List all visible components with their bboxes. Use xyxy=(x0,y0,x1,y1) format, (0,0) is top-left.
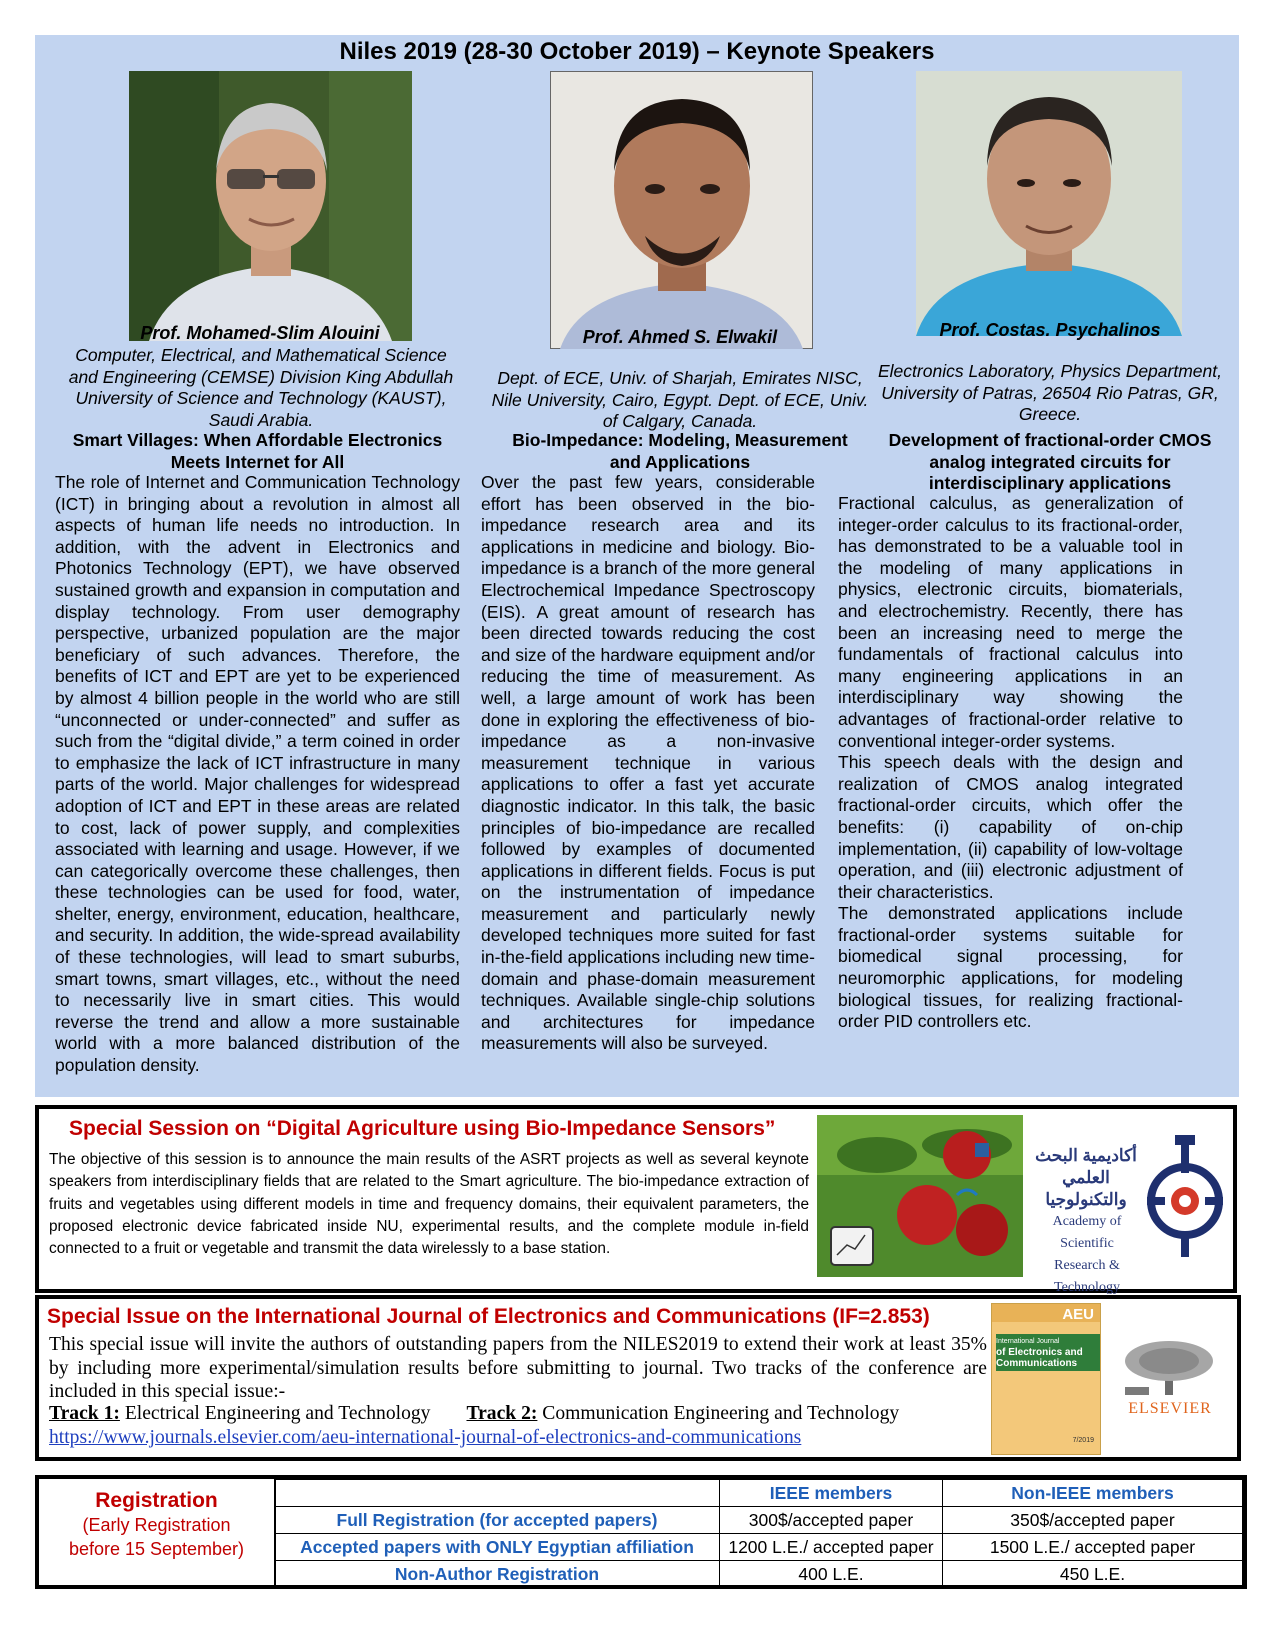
speaker-2-talk-wrap xyxy=(505,430,855,473)
asrt-logo-english-1: Academy of Scientific xyxy=(1052,1214,1122,1251)
special-session-box xyxy=(35,1105,1237,1293)
registration-label-cell xyxy=(39,1479,276,1585)
speaker-2-name: Prof. Ahmed S. Elwakil xyxy=(582,327,778,347)
ieee-fee: 400 L.E. xyxy=(720,1561,943,1588)
non-ieee-fee: 1500 L.E./ accepted paper xyxy=(943,1534,1243,1561)
speaker-3-name-wrap xyxy=(845,320,1255,341)
speaker-3-name: Prof. Costas. Psychalinos xyxy=(939,320,1161,340)
table-row xyxy=(275,1507,1243,1534)
speaker-1-abstract: The role of Internet and Communication Technology (ICT) in bringing about a revolution in almost all aspects of human life needs no introduction. In addition, with the advent in Electronics and Photonics Technology (EPT), we have observed sustained growth and expansion in computation and display technology. From user demography perspective, urbanized population are the major beneficiary of such advances. Therefore, the benefits of ICT and EPT are yet to be experienced by almost 4 billion people in the world who are still “unconnected or under-connected” and suffer as such from the “digital divide,” a term coined in order to emphasize the lack of ICT infrastructure in many parts of the world. Major challenges for widespread adoption of ICT and EPT in these areas are related to cost, lack of power supply, and complexities associated with learning and usage. However, if we can categorically overcome these challenges, then these technologies can be used for food, water, shelter, energy, environment, education, healthcare, and security. In addition, the wide-spread availability of these technologies, will lead to smart suburbs, smart towns, smart villages, etc., without the need to necessarily live in smart cities. This would reverse the trend and allow a more sustainable world with a more balanced distribution of the population density. xyxy=(55,472,460,1076)
journal-cover-line2: of Electronics and xyxy=(996,1347,1083,1358)
speaker-2-abstract: Over the past few years, considerable effort has been observed in the bio-impedance research area and its applications in medicine and biology. Bio-impedance is a branch of the more general Electrochemical Impedance Spectroscopy (EIS). A great amount of research has been directed towards reducing the cost and size of the hardware equipment and/or reducing the time of measurement. As well, a large amount of work has been done in exploring the effectiveness of bio-impedance as a non-invasive measurement technique in various applications to offer a fast yet accurate diagnostic indicator. In this talk, the basic principles of bio-impedance are recalled followed by examples of documented applications in different fields. Focus is put on the instrumentation of impedance measurement and particularly newly developed techniques more suited for fast in-the-field applications including new time-domain and phase-domain measurement techniques. Available single-chip solutions and architectures for impedance measurements will also be surveyed. xyxy=(481,472,815,1054)
non-ieee-fee: 350$/accepted paper xyxy=(943,1507,1243,1534)
speaker-1-talk-wrap xyxy=(55,430,460,473)
track-2-text: Communication Engineering and Technology xyxy=(537,1403,900,1424)
asrt-logo-english xyxy=(1027,1211,1147,1299)
registration-title: Registration xyxy=(95,1489,218,1512)
speaker-3-talk-wrap xyxy=(875,430,1225,495)
ieee-fee: 1200 L.E./ accepted paper xyxy=(720,1534,943,1561)
page-title: Niles 2019 (28-30 October 2019) – Keynote Speakers xyxy=(339,38,935,65)
speaker-2-photo xyxy=(550,71,813,349)
journal-cover-line1: International Journal xyxy=(996,1338,1060,1345)
speaker-1-talk-title: Smart Villages: When Affordable Electronics Meets Internet for All xyxy=(72,430,443,472)
header-cell-ieee: IEEE members xyxy=(720,1480,943,1507)
keynote-panel xyxy=(35,35,1239,1097)
special-session-heading: Special Session on “Digital Agriculture using Bio-Impedance Sensors” xyxy=(69,1117,776,1140)
header-cell xyxy=(275,1480,720,1507)
speaker-3-affiliation: Electronics Laboratory, Physics Department, University of Patras, 26504 Rio Patras, GR, Greece. xyxy=(878,361,1222,424)
speaker-3-abstract-1: Fractional calculus, as generalization of integer-order calculus to its fractional-order, has demonstrated to be a valuable tool in the modeling of many applications in physics, electronic circuits, biomaterials, and electrochemistry. Recently, there has been an increasing need to merge the fundamentals of fractional calculus into many engineering applications in an interdisciplinary way showing the advantages of fractional-order relative to conventional integer-order systems. xyxy=(838,493,1183,751)
special-issue-box xyxy=(35,1295,1241,1461)
speaker-1-photo xyxy=(129,71,412,341)
speaker-3-abstract-2: This speech deals with the design and realization of CMOS analog integrated fractional-order circuits, which offer the benefits: (i) capability of on-chip implementation, (ii) capability of low-voltage operation, and (iii) electronic adjustment of their characteristics. xyxy=(838,752,1183,902)
special-issue-tracks xyxy=(49,1403,899,1425)
journal-cover xyxy=(991,1303,1101,1455)
asrt-logo xyxy=(1027,1115,1227,1295)
speaker-3-photo xyxy=(916,71,1182,336)
journal-cover-line3: Communications xyxy=(996,1358,1078,1369)
registration-table xyxy=(35,1475,1247,1589)
table-header-row xyxy=(275,1480,1243,1507)
speaker-1-abstract-wrap xyxy=(55,472,460,1077)
table-row xyxy=(275,1561,1243,1588)
row-label: Accepted papers with ONLY Egyptian affiliation xyxy=(275,1534,720,1561)
apple-sensor-image xyxy=(817,1115,1023,1277)
asrt-logo-arabic: أكاديمية البحث العلمي والتكنولوجيا xyxy=(1035,1146,1137,1209)
speaker-3-affiliation-wrap xyxy=(865,361,1235,426)
speaker-2-name-wrap xyxy=(475,327,885,348)
journal-cover-abbrev: AEU xyxy=(1062,1306,1094,1323)
track-1-label: Track 1: xyxy=(49,1403,120,1424)
speaker-3-talk-title: Development of fractional-order CMOS analog integrated circuits for interdisciplinary applications xyxy=(888,430,1212,493)
special-issue-text: This special issue will invite the authors of outstanding papers from the NILES2019 to extend their work at least 35% by including more experimental/simulation results before submitting to journal. Two tracks of the conference are included in this special issue:- xyxy=(49,1334,987,1402)
non-ieee-fee: 450 L.E. xyxy=(943,1561,1243,1588)
header-cell-non-ieee: Non-IEEE members xyxy=(943,1480,1243,1507)
table-row xyxy=(275,1534,1243,1561)
journal-link[interactable]: https://www.journals.elsevier.com/aeu-international-journal-of-electronics-and-communications xyxy=(49,1427,802,1448)
special-issue-heading: Special Issue on the International Journal of Electronics and Communications (IF=2.853) xyxy=(47,1305,930,1328)
speaker-1-affiliation-wrap xyxy=(59,345,463,431)
speaker-1-name: Prof. Mohamed-Slim Alouini xyxy=(140,323,380,343)
special-session-text: The objective of this session is to announce the main results of the ASRT projects as well as several keynote speakers from interdisciplinary fields that are related to the Smart agriculture. The bio-impedance extraction of fruits and vegetables using different models in time and frequency domains, their equivalent parameters, the proposed electronic device fabricated inside NU, experimental results, and the complete module in-field connected to a fruit or vegetable and transmit the data wirelessly to a base station. xyxy=(49,1151,809,1258)
elsevier-logo xyxy=(1115,1339,1225,1415)
track-1-text: Electrical Engineering and Technology xyxy=(119,1403,431,1424)
speaker-3-abstract-wrap xyxy=(838,493,1183,1033)
speaker-3-abstract-3: The demonstrated applications include fractional-order systems suitable for biomedical signal processing, for neuromorphic applications, for modeling biological tissues, for realizing fractional-order PID controllers etc. xyxy=(838,903,1183,1032)
speaker-2-affiliation: Dept. of ECE, Univ. of Sharjah, Emirates NISC, Nile University, Cairo, Egypt. Dept. of ECE, Univ. of Calgary, Canada. xyxy=(491,368,869,431)
registration-subtitle-1: (Early Registration xyxy=(82,1515,231,1535)
track-2-label: Track 2: xyxy=(466,1403,538,1424)
elsevier-tree-icon xyxy=(1115,1339,1225,1395)
elsevier-wordmark: ELSEVIER xyxy=(1128,1400,1212,1417)
speaker-2-affiliation-wrap xyxy=(485,368,875,433)
row-label: Non-Author Registration xyxy=(275,1561,720,1588)
asrt-emblem-icon xyxy=(1145,1133,1225,1259)
registration-subtitle-2: before 15 September) xyxy=(68,1539,245,1559)
asrt-logo-english-2: Research & Technology xyxy=(1054,1258,1120,1295)
speaker-2-abstract-wrap xyxy=(481,472,815,1055)
speaker-2-talk-title: Bio-Impedance: Modeling, Measurement and Applications xyxy=(512,430,848,472)
speaker-1-info xyxy=(55,323,465,344)
row-label: Full Registration (for accepted papers) xyxy=(275,1507,720,1534)
journal-cover-date: 7/2019 xyxy=(1072,1437,1094,1444)
registration-fees-table xyxy=(274,1479,1243,1588)
ieee-fee: 300$/accepted paper xyxy=(720,1507,943,1534)
speaker-1-affiliation: Computer, Electrical, and Mathematical Science and Engineering (CEMSE) Division King Abdullah University of Science and Technology (KAUST), Saudi Arabia. xyxy=(68,345,454,430)
journal-cover-title xyxy=(996,1334,1100,1371)
